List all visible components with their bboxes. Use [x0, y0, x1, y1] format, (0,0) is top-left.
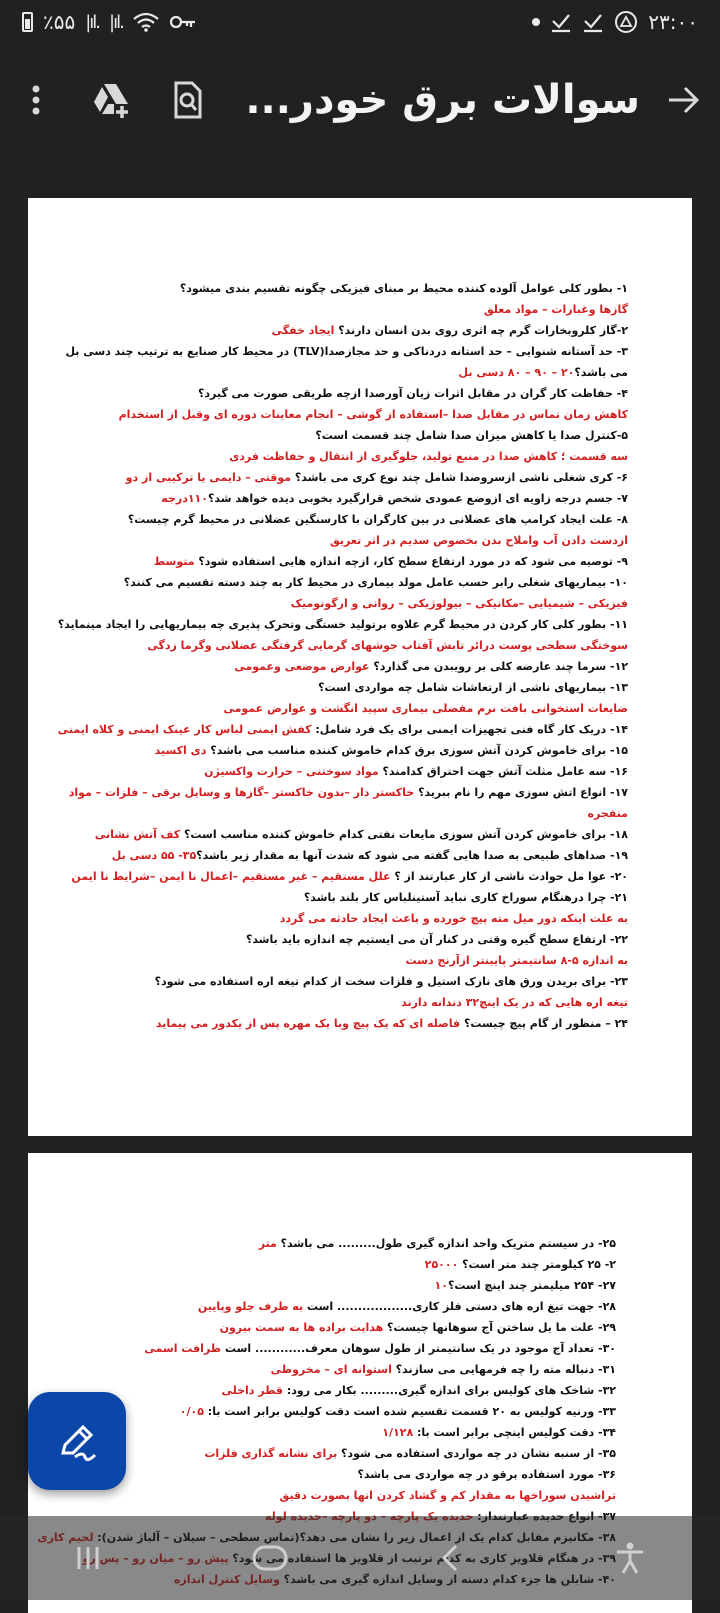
question-text: ۳۳- ورنیه کولیس به ۲۰ قسمت تقسیم شده است دقت کولیس برابر است با:	[203, 1405, 616, 1418]
question-text: ۱۵- برای خاموش کردن آتش سوزی برق کدام خاموش کننده مناسب می باشد؟	[206, 744, 628, 757]
drive-status-icon	[614, 11, 638, 33]
qa-line	[104, 1443, 616, 1464]
question-text: ۳۶- مورد استفاده برقو در چه مواردی می باشد؟	[357, 1468, 616, 1481]
answer-text: خاکستر دار –بدون خاکستر –گازها و وسایل برقی – فلزات – مواد	[68, 786, 415, 799]
question-text: ۳۰- تعداد آج موجود در یک سانتیمتر از طول سوهان معرف............ است	[221, 1342, 616, 1355]
home-icon[interactable]	[250, 1543, 290, 1573]
answer-text: ایجاد خفگی	[271, 324, 335, 337]
qa-line	[92, 551, 628, 572]
answer-text: ۰/۰۵	[179, 1405, 204, 1418]
qa-line	[92, 824, 628, 845]
question-text: ۷- جسم درجه زاویه ای ازوضع عمودی شخص قرارگیرد بخوبی دیده خواهد شد؟	[208, 492, 628, 505]
qa-line	[92, 740, 628, 761]
qa-line	[104, 1485, 616, 1506]
question-text: ۲۷- ۲۵۴ میلیمتر چند اینچ است؟	[447, 1279, 616, 1292]
back-nav-icon[interactable]	[436, 1543, 466, 1573]
qa-line	[71, 866, 628, 887]
question-text: ۱۶- سه عامل مثلث آتش جهت احتراق کدامند؟	[378, 765, 628, 778]
answer-text: مواد سوختنی – حرارت واکسیژن	[204, 765, 379, 778]
answer-text: متر	[258, 1237, 277, 1250]
question-text: ۹- توصیه می شود که در مورد ارتفاع سطح کار، ازچه اندازه هایی استفاده شود؟	[194, 555, 628, 568]
qa-line	[104, 1359, 616, 1380]
answer-text: برای نشانه گذاری فلزات	[204, 1447, 338, 1460]
answer-text: کفش ایمنی لباس کار عینک ایمنی و کلاه ایمنی	[57, 723, 312, 736]
edit-fab-button[interactable]	[28, 1392, 126, 1490]
answer-text: هدایت براده ها به سمت بیرون	[219, 1321, 384, 1334]
question-text: ۲۵- در سیستم متریک واحد اندازه گیری طول......... می باشد؟	[276, 1237, 616, 1250]
qa-line	[92, 971, 628, 992]
more-options-button[interactable]	[16, 80, 56, 120]
answer-text: ضایعات استخوانی بافت نرم مفصلی بیماری سپید انگشت و عوارض عمومی	[223, 702, 628, 715]
question-text: ۱۲- سرما چند عارضه کلی بر رویبدن می گذارد؟	[369, 660, 628, 673]
answer-text: سوختگی سطحی پوست درائر تابش آفتاب جوشهای گرمایی گرفتگی عضلانی وگرما زدگی	[147, 639, 628, 652]
qa-line	[92, 530, 628, 551]
qa-line	[57, 719, 628, 740]
qa-line	[92, 887, 628, 908]
notification-dot-icon	[532, 18, 540, 26]
question-text: ۴- حفاظت کار گران در مقابل اثرات زیان آورصدا ازچه طریقی صورت می گیرد؟	[197, 387, 628, 400]
clock: ۲۳:۰۰	[648, 10, 698, 34]
qa-line	[92, 362, 628, 383]
qa-line	[104, 1338, 616, 1359]
answer-text: به طرف جلو وپایین	[197, 1300, 304, 1313]
signal-icon: |ıl.	[85, 11, 100, 33]
question-text: ۳۲- شاخک های کولیس برای اندازه گیری......... بکار می رود:	[283, 1384, 616, 1397]
question-text: ۱۰- بیماریهای شغلی رابر حسب عامل مولد بیماری در محیط کار به چند دسته تقسیم می کنند؟	[123, 576, 628, 589]
key-icon	[169, 14, 197, 30]
qa-line	[104, 1401, 616, 1422]
qa-line	[92, 383, 628, 404]
qa-line	[104, 1422, 616, 1443]
qa-line	[104, 1275, 616, 1296]
system-nav-bar	[0, 1516, 720, 1600]
qa-line	[92, 1013, 628, 1034]
battery-icon	[22, 12, 33, 32]
qa-line	[92, 425, 628, 446]
question-text: ۱۱- بطور کلی کار کردن در محیط گرم علاوه برتولید خستگی وتحرک پذیری چه بیماریهایی را ایجاد مینماید؟	[57, 618, 628, 631]
question-text: ۲- ۲۵ کیلومتر چند متر است؟	[458, 1258, 616, 1271]
answer-text: تیغه اره هایی که در یک اینچ۳۲ دندانه دارند	[401, 996, 628, 1009]
answer-text: موقتی – دایمی یا ترکیبی از دو	[125, 471, 292, 484]
question-text: ۳- حد آستانه شنوایی – حد استانه دردناکی و حد مجازصدا(TLV) در محیط کار صنایع به ترتیب چند دسی بل	[65, 345, 628, 358]
question-text: ۱۸- برای خاموش کردن آتش سوزی مایعات نفتی کدام خاموش کننده مناسب است؟	[180, 828, 628, 841]
qa-line	[92, 761, 628, 782]
status-bar	[0, 0, 720, 44]
answer-text: ۱۰	[434, 1279, 448, 1292]
more-vert-icon	[30, 84, 42, 116]
document-title: سوالات برق خودر...	[245, 77, 640, 123]
answer-text: ۱/۱۲۸	[382, 1426, 414, 1439]
answer-text: دی اکسید	[154, 744, 207, 757]
question-text: ۲۸- جهت تیغ اره های دستی فلز کاری.................. است	[303, 1300, 616, 1313]
answer-text: استوانه ای – مخروطی	[270, 1363, 392, 1376]
question-text: ۳۵- از سنبه نشان در چه مواردی استفاده می شود؟	[337, 1447, 616, 1460]
edit-pen-icon	[55, 1419, 99, 1463]
qa-line	[92, 929, 628, 950]
answer-text: عوارض موضعی وعمومی	[234, 660, 370, 673]
answer-text: ازدست دادن آب واملاح بدن بخصوص سدیم در اثر تعریق	[330, 534, 628, 547]
question-text: ۱۹- صداهای طبیعی به صدا هایی گفته می شود که شدت آنها به مقدار زیر باشد؟	[196, 849, 628, 862]
qa-line	[104, 1254, 616, 1275]
download-check-icon	[550, 12, 572, 32]
answer-text: منفجره	[587, 807, 628, 820]
wifi-icon	[133, 12, 159, 32]
question-text: ۱۳- بیماریهای ناشی از ارتعاشات شامل چه مواردی است؟	[318, 681, 628, 694]
qa-line	[92, 278, 628, 299]
status-left	[22, 10, 197, 34]
qa-line	[92, 656, 628, 677]
qa-line	[104, 1380, 616, 1401]
arrow-icon	[667, 85, 701, 115]
signal-icon-2: |ıl.	[109, 11, 123, 33]
question-text: ۱- بطور کلی عوامل آلوده کننده محیط بر مبنای فیزیکی چگونه تقسیم بندی میشود؟	[179, 282, 628, 295]
qa-line	[92, 845, 628, 866]
answer-text: گازها وغبارات – مواد معلق	[483, 303, 628, 316]
answer-text: ۱۱۰درجه	[161, 492, 208, 505]
question-text: ۲۰- عوا مل حوادث ناشی از کار عبارتند از ؟	[390, 870, 628, 883]
qa-line	[92, 299, 628, 320]
answer-text: علل مستقیم – غیر مستقیم –اعمال نا ایمن –شرایط نا ایمن	[71, 870, 391, 883]
answer-text: به علت اینکه دور میل مته پیچ خورده و باعث ایجاد حادثه می گردد	[279, 912, 628, 925]
answer-text: به اندازه ۵-۸ سانتیمتر پایینتر ازآرنج دست	[405, 954, 628, 967]
question-text: ۲۹- علت ما یل ساختن آج سوهانها چیست؟	[383, 1321, 616, 1334]
app-bar	[0, 44, 720, 156]
search-document-button[interactable]	[168, 80, 208, 120]
qa-line	[92, 593, 628, 614]
qa-line	[104, 1317, 616, 1338]
answer-text: متوسط	[153, 555, 195, 568]
answer-text: سه قسمت ؛ کاهش صدا در منبع تولید، جلوگیری از انتقال و حفاظت فردی	[229, 450, 628, 463]
answer-text: ظرافت اسمی	[144, 1342, 222, 1355]
qa-line	[92, 950, 628, 971]
qa-line	[104, 1233, 616, 1254]
qa-line	[104, 1464, 616, 1485]
answer-text: ۲۰ – ۹۰ – ۸۰ دسی بل	[458, 366, 575, 379]
qa-line	[57, 614, 628, 635]
qa-line	[65, 341, 628, 362]
qa-line	[92, 446, 628, 467]
qa-line	[68, 782, 628, 803]
document-page-1[interactable]	[28, 198, 692, 1136]
qa-line	[92, 992, 628, 1013]
answer-text: کاهش زمان تماس در مقابل صدا –استفاده از گوشی – انجام معاینات دوره ای وقبل از استخدام	[118, 408, 628, 421]
qa-line	[92, 698, 628, 719]
question-text: ۲-گاز کلروبخارات گرم چه اثری روی بدن انسان دارند؟	[334, 324, 628, 337]
qa-line	[92, 404, 628, 425]
qa-line	[92, 803, 628, 824]
back-button[interactable]	[664, 80, 704, 120]
qa-line	[92, 320, 628, 341]
answer-text: ۳۵- ۵۵ دسی بل	[111, 849, 197, 862]
download-check-icon-2	[582, 12, 604, 32]
question-text: ۲۳- برای بریدن ورق های نازک استیل و فلزات سخت از کدام تیغه اره استفاده می شود؟	[154, 975, 628, 988]
question-text: ۶- کری شغلی ناشی ازسروصدا شامل چند نوع کری می باشد؟	[291, 471, 628, 484]
toolbar-actions	[16, 80, 208, 120]
answer-text: ۲۵۰۰۰	[424, 1258, 459, 1271]
accessibility-icon[interactable]	[613, 1541, 647, 1575]
recents-icon[interactable]	[73, 1543, 103, 1573]
answer-text: فیزیکی – شیمیایی –مکانیکی – بیولوژیکی – روانی و ارگونومیک	[290, 597, 628, 610]
qa-line	[92, 467, 628, 488]
question-text: ۳۱- دنباله مته را چه فرمهایی می سازند؟	[391, 1363, 616, 1376]
qa-line	[104, 1296, 616, 1317]
qa-line	[92, 908, 628, 929]
question-text: ۸- علت ایجاد کرامپ های عضلانی در بین کارگران با کارسنگین عضلانی در محیط گرم چیست؟	[127, 513, 628, 526]
question-text: می باشد؟	[574, 366, 628, 379]
page-1-content	[57, 278, 628, 1034]
qa-line	[92, 635, 628, 656]
drive-add-icon	[92, 82, 132, 118]
qa-line	[92, 572, 628, 593]
answer-text: تراشیدن سوراخها به مقدار کم و گشاد کردن انها بصورت دقیق	[279, 1489, 616, 1502]
question-text: ۱۷- انواع اتش سوزی مهم را نام ببرید؟	[414, 786, 628, 799]
question-text: ۵-کنترل صدا یا کاهش میزان صدا شامل چند قسمت است؟	[315, 429, 628, 442]
qa-line	[92, 488, 628, 509]
question-text: ۲۴ – منظور از گام پیچ چیست؟	[460, 1017, 628, 1030]
status-right	[532, 10, 698, 34]
answer-text: قطر داخلی	[221, 1384, 284, 1397]
answer-text: فاصله ای که یک پیچ وبا یک مهره پس از یکدور می پیماید	[155, 1017, 461, 1030]
answer-text: کف آتش نشانی	[94, 828, 181, 841]
battery-percentage: ٪۵۵	[43, 10, 76, 34]
question-text: ۳۴- دقت کولیس اینچی برابر است با:	[413, 1426, 616, 1439]
add-to-drive-button[interactable]	[92, 80, 132, 120]
question-text: ۲۱- چرا درهنگام سوراخ کاری نباید آستینلباس کار بلند باشد؟	[303, 891, 628, 904]
search-document-icon	[173, 81, 203, 119]
question-text: ۱۴- دریک کار گاه فنی تجهیزات ایمنی برای یک فرد شامل:	[311, 723, 628, 736]
qa-line	[92, 677, 628, 698]
question-text: ۲۲- ارتفاع سطح گیره وقتی در کنار آن می ایستیم چه اندازه باید باشد؟	[245, 933, 628, 946]
qa-line	[92, 509, 628, 530]
